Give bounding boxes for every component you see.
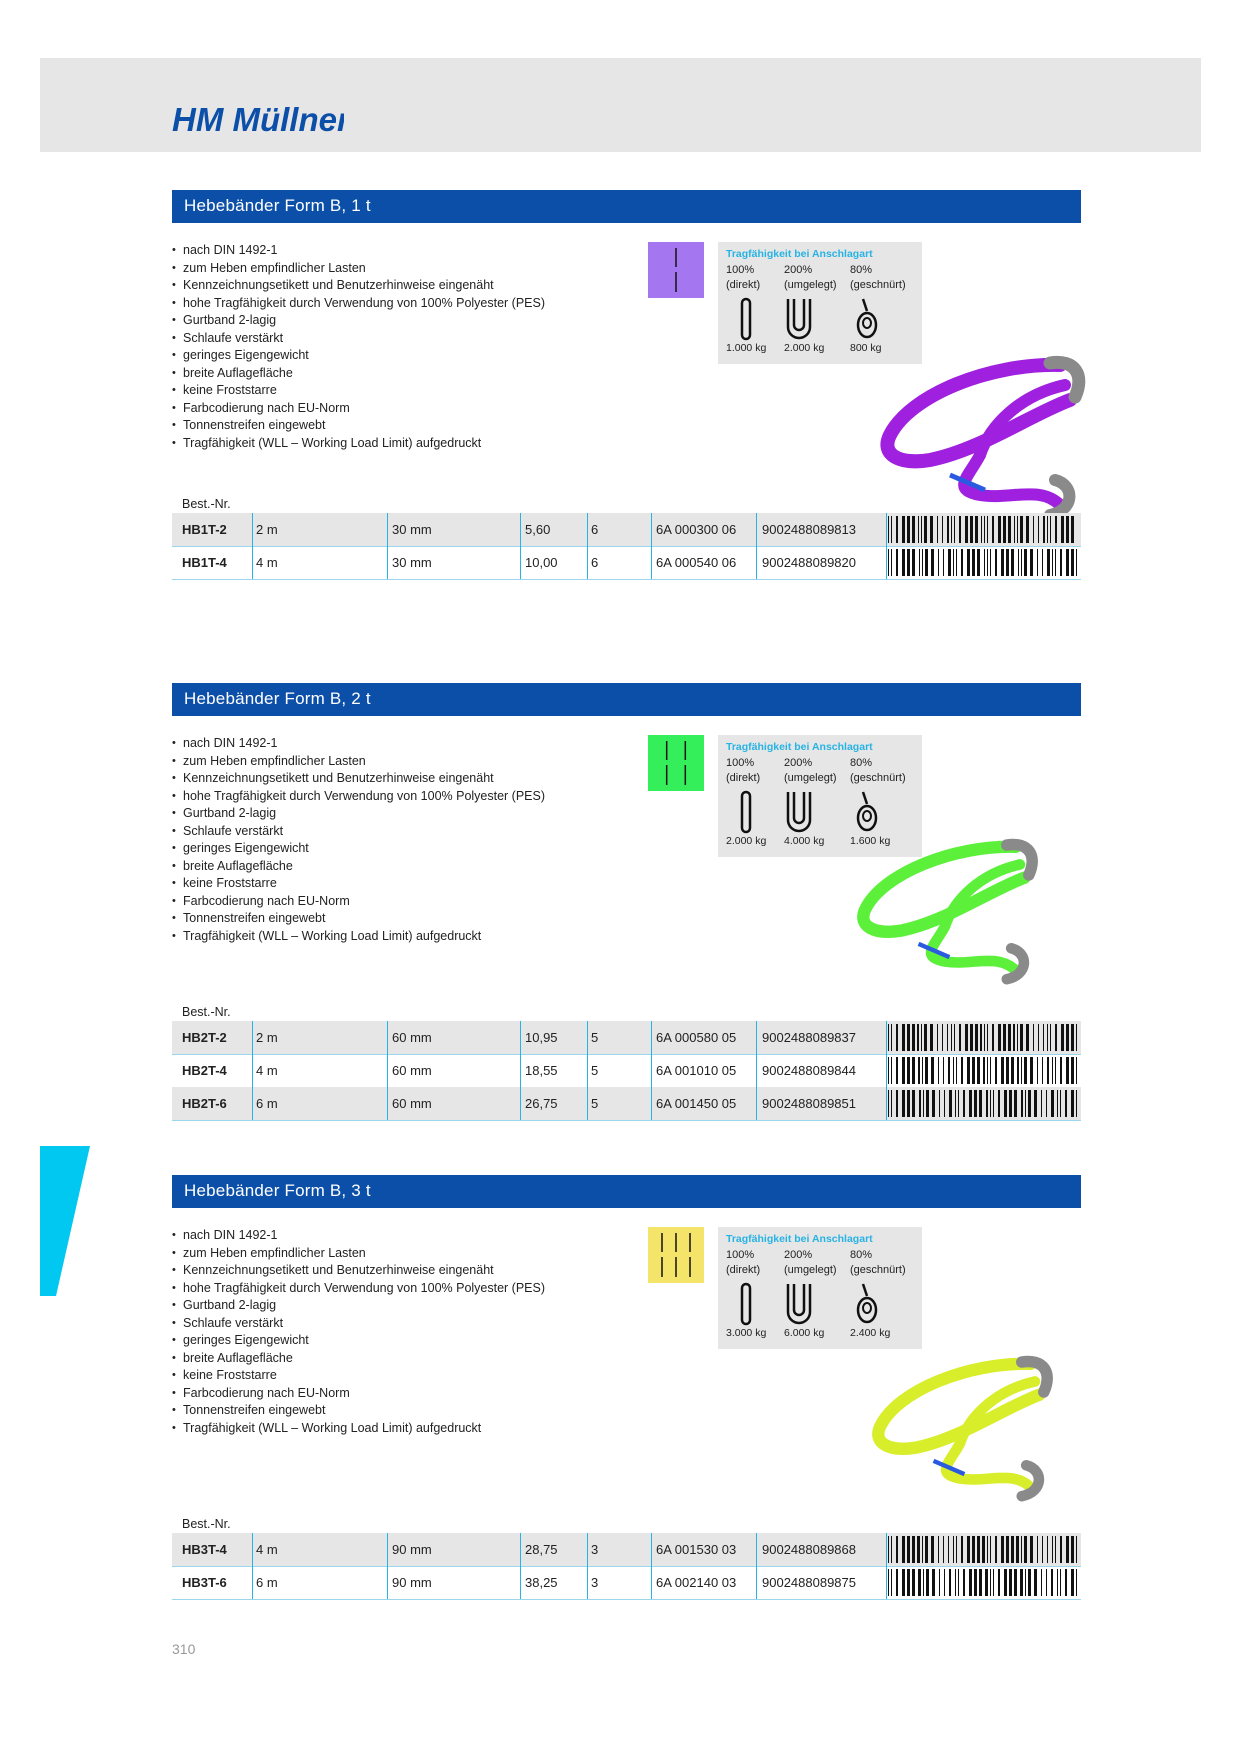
col-header-laenge (252, 1510, 307, 1527)
table-row (172, 1087, 1081, 1120)
column-divider (252, 513, 253, 546)
feature-item: • breite Auflagefläche (172, 365, 545, 383)
column-divider (587, 513, 588, 546)
column-divider (520, 1533, 521, 1566)
column-divider (756, 1087, 757, 1120)
cell-breite: 90 mm (392, 1542, 432, 1557)
cell-breite: 60 mm (392, 1096, 432, 1111)
col-header-best-nr: Best.-Nr. (182, 1005, 231, 1019)
capacity-value-choker: 800 kg (850, 342, 882, 354)
column-divider (587, 1021, 588, 1054)
column-divider (252, 1087, 253, 1120)
cell-laenge: 4 m (256, 555, 278, 570)
cell-lager: 6A 001010 05 (656, 1063, 737, 1078)
col-header-lager (651, 998, 723, 1015)
cell-ean: 9002488089820 (762, 555, 856, 570)
column-divider (387, 1054, 388, 1087)
logo-hm-text: HM Müllner (172, 103, 344, 138)
column-divider (756, 1566, 757, 1599)
column-divider (252, 1021, 253, 1054)
ean-barcode (888, 1090, 1077, 1117)
feature-item: • hohe Tragfähigkeit durch Verwendung von 100% Polyester (PES) (172, 788, 545, 806)
capacity-percent: 80% (850, 264, 873, 276)
capacity-value-choker: 1.600 kg (850, 835, 891, 847)
column-divider (756, 1533, 757, 1566)
column-divider (651, 1054, 652, 1087)
page-number: 310 (172, 1641, 196, 1657)
ean-barcode (888, 549, 1077, 576)
capacity-box (718, 1227, 922, 1349)
capacity-percent: 80% (850, 757, 873, 769)
col-header-breite (387, 490, 445, 507)
col-header-ean (756, 490, 808, 507)
ean-barcode (888, 1536, 1077, 1563)
capacity-value-direct: 2.000 kg (726, 835, 767, 847)
column-divider (651, 1021, 652, 1054)
col-header-label: Breite (391, 1511, 427, 1525)
direct-hitch-icon (738, 297, 754, 341)
col-header-ve (587, 490, 639, 507)
direct-hitch-icon (738, 1282, 754, 1326)
capacity-mode: (direkt) (726, 279, 761, 291)
cell-best-nr: HB2T-6 (182, 1096, 227, 1111)
cell-lager: 6A 001530 03 (656, 1542, 737, 1557)
column-divider (387, 1566, 388, 1599)
cell-laenge: 6 m (256, 1096, 278, 1111)
cell-ve: 5 (591, 1096, 599, 1111)
feature-item: • Gurtband 2-lagig (172, 805, 545, 823)
column-divider (886, 513, 887, 546)
cell-breite: 90 mm (392, 1575, 432, 1590)
capacity-mode: (direkt) (726, 772, 761, 784)
cell-breite: 30 mm (392, 522, 432, 537)
feature-item: • Tragfähigkeit (WLL – Working Load Limit) aufgedruckt (172, 435, 545, 453)
capacity-percent: 100% (726, 264, 755, 276)
feature-item: • keine Froststarre (172, 382, 545, 400)
capacity-mode: (geschnürt) (850, 279, 906, 291)
col-header-label: Länge (256, 999, 293, 1013)
capacity-value-direct: 1.000 kg (726, 342, 767, 354)
col-header-ve (587, 1510, 639, 1527)
cell-ve: 3 (591, 1575, 599, 1590)
cell-preis: 38,25 (525, 1575, 558, 1590)
cell-best-nr: HB1T-4 (182, 555, 227, 570)
column-divider (520, 1087, 521, 1120)
column-divider (252, 1566, 253, 1599)
capacity-col-choker (850, 263, 906, 293)
capacity-percent: 100% (726, 757, 755, 769)
cell-ve: 5 (591, 1063, 599, 1078)
cell-preis: 18,55 (525, 1063, 558, 1078)
cell-ean: 9002488089868 (762, 1542, 856, 1557)
col-header-laenge (252, 490, 307, 507)
col-header-label: VE (591, 491, 608, 505)
column-divider (252, 1533, 253, 1566)
feature-item: • breite Auflagefläche (172, 858, 545, 876)
capacity-value-choker: 2.400 kg (850, 1327, 891, 1339)
cell-ean: 9002488089844 (762, 1063, 856, 1078)
cell-best-nr: HB1T-2 (182, 522, 227, 537)
feature-item: • geringes Eigengewicht (172, 347, 545, 365)
capacity-col-direct (726, 756, 760, 786)
column-divider (520, 1021, 521, 1054)
column-divider (651, 1087, 652, 1120)
table-header (172, 1510, 1081, 1530)
capacity-mode: (umgelegt) (784, 1264, 837, 1276)
capacity-percent: 100% (726, 1249, 755, 1261)
feature-item: • Farbcodierung nach EU-Norm (172, 893, 545, 911)
col-header-label: Lager Nr. (655, 999, 710, 1013)
feature-item: • hohe Tragfähigkeit durch Verwendung von 100% Polyester (PES) (172, 295, 545, 313)
table-row (172, 1533, 1081, 1566)
feature-item: • nach DIN 1492-1 (172, 735, 545, 753)
feature-item: • breite Auflagefläche (172, 1350, 545, 1368)
capacity-col-basket (784, 1248, 837, 1278)
ean-barcode (888, 1569, 1077, 1596)
column-divider (756, 1021, 757, 1054)
col-header-label: €/Stk.* (524, 1511, 563, 1525)
cell-ean: 9002488089837 (762, 1030, 856, 1045)
col-header-ean (756, 998, 808, 1015)
col-header-label: Lager Nr. (655, 491, 710, 505)
capacity-col-choker (850, 756, 906, 786)
capacity-value-basket: 2.000 kg (784, 342, 825, 354)
capacity-col-choker (850, 1248, 906, 1278)
feature-list (172, 242, 545, 452)
cell-lager: 6A 000580 05 (656, 1030, 737, 1045)
table-row (172, 513, 1081, 546)
lifting-sling-image (800, 838, 1090, 988)
table-row (172, 546, 1081, 579)
feature-item: • Schlaufe verstärkt (172, 823, 545, 841)
capacity-title: Tragfähigkeit bei Anschlagart (726, 741, 873, 753)
column-divider (520, 1054, 521, 1087)
column-divider (886, 1021, 887, 1054)
cell-breite: 60 mm (392, 1030, 432, 1045)
capacity-percent: 80% (850, 1249, 873, 1261)
column-divider (886, 1087, 887, 1120)
cell-lager: 6A 000300 06 (656, 522, 737, 537)
column-divider (651, 513, 652, 546)
capacity-col-direct (726, 1248, 760, 1278)
color-code-swatch (648, 1227, 704, 1283)
cell-laenge: 6 m (256, 1575, 278, 1590)
col-header-label: Länge (256, 491, 293, 505)
column-divider (587, 546, 588, 579)
col-header-ve (587, 998, 639, 1015)
cell-ve: 6 (591, 555, 599, 570)
hm-muellner-logo (172, 103, 344, 139)
col-header-lager (651, 490, 723, 507)
column-divider (387, 1533, 388, 1566)
capacity-title: Tragfähigkeit bei Anschlagart (726, 1233, 873, 1245)
feature-item: • Tragfähigkeit (WLL – Working Load Limit) aufgedruckt (172, 1420, 545, 1438)
cell-preis: 5,60 (525, 522, 551, 537)
capacity-value-basket: 4.000 kg (784, 835, 825, 847)
cell-best-nr: HB3T-6 (182, 1575, 227, 1590)
column-divider (756, 513, 757, 546)
row-rule (172, 1599, 1081, 1600)
cell-laenge: 2 m (256, 1030, 278, 1045)
cell-best-nr: HB3T-4 (182, 1542, 227, 1557)
col-header-label: EAN (760, 491, 787, 505)
cell-lager: 6A 001450 05 (656, 1096, 737, 1111)
column-divider (756, 546, 757, 579)
col-header-label: EAN (760, 1511, 787, 1525)
choker-hitch-icon (854, 1282, 880, 1326)
col-header-preis (520, 998, 573, 1015)
row-rule (172, 579, 1081, 580)
basket-hitch-icon (784, 790, 814, 834)
col-header-label: VE (591, 999, 608, 1013)
column-divider (587, 1087, 588, 1120)
direct-hitch-icon (738, 790, 754, 834)
capacity-col-basket (784, 756, 837, 786)
cell-preis: 26,75 (525, 1096, 558, 1111)
column-divider (756, 1054, 757, 1087)
cell-breite: 60 mm (392, 1063, 432, 1078)
choker-hitch-icon (854, 790, 880, 834)
product-section (0, 1175, 1240, 1645)
table-header (172, 998, 1081, 1018)
col-header-label: €/Stk.* (524, 491, 563, 505)
section-title: Hebebänder Form B, 1 t (184, 196, 371, 215)
feature-item: • Kennzeichnungsetikett und Benutzerhinweise eingenäht (172, 1262, 545, 1280)
feature-item: • geringes Eigengewicht (172, 1332, 545, 1350)
col-header-breite (387, 998, 445, 1015)
feature-item: • Farbcodierung nach EU-Norm (172, 1385, 545, 1403)
cell-ve: 5 (591, 1030, 599, 1045)
capacity-box (718, 242, 922, 364)
column-divider (886, 546, 887, 579)
col-header-breite (387, 1510, 445, 1527)
table-row (172, 1054, 1081, 1087)
cell-preis: 28,75 (525, 1542, 558, 1557)
capacity-title: Tragfähigkeit bei Anschlagart (726, 248, 873, 260)
cell-laenge: 4 m (256, 1542, 278, 1557)
color-code-swatch (648, 242, 704, 298)
table-row (172, 1021, 1081, 1054)
section-title-bar (172, 683, 1081, 716)
feature-item: • Schlaufe verstärkt (172, 1315, 545, 1333)
column-divider (587, 1054, 588, 1087)
col-header-label: Lager Nr. (655, 1511, 710, 1525)
section-title-bar (172, 1175, 1081, 1208)
column-divider (252, 1054, 253, 1087)
cell-lager: 6A 002140 03 (656, 1575, 737, 1590)
feature-item: • zum Heben empfindlicher Lasten (172, 753, 545, 771)
capacity-value-direct: 3.000 kg (726, 1327, 767, 1339)
color-code-swatch (648, 735, 704, 791)
column-divider (252, 546, 253, 579)
feature-item: • Tragfähigkeit (WLL – Working Load Limit) aufgedruckt (172, 928, 545, 946)
capacity-value-basket: 6.000 kg (784, 1327, 825, 1339)
feature-item: • Kennzeichnungsetikett und Benutzerhinweise eingenäht (172, 770, 545, 788)
ean-barcode (888, 1057, 1077, 1084)
cell-best-nr: HB2T-2 (182, 1030, 227, 1045)
choker-hitch-icon (854, 297, 880, 341)
lifting-sling-image (830, 1355, 1090, 1505)
feature-item: • zum Heben empfindlicher Lasten (172, 260, 545, 278)
feature-item: • keine Froststarre (172, 1367, 545, 1385)
section-title-bar (172, 190, 1081, 223)
feature-item: • Farbcodierung nach EU-Norm (172, 400, 545, 418)
col-header-label: €/Stk.* (524, 999, 563, 1013)
column-divider (587, 1533, 588, 1566)
column-divider (886, 1566, 887, 1599)
capacity-percent: 200% (784, 757, 813, 769)
col-header-preis (520, 490, 573, 507)
product-section (0, 190, 1240, 660)
feature-item: • geringes Eigengewicht (172, 840, 545, 858)
capacity-mode: (umgelegt) (784, 279, 837, 291)
col-header-preis (520, 1510, 573, 1527)
column-divider (886, 1054, 887, 1087)
capacity-mode: (umgelegt) (784, 772, 837, 784)
cell-laenge: 2 m (256, 522, 278, 537)
column-divider (520, 513, 521, 546)
capacity-mode: (geschnürt) (850, 772, 906, 784)
capacity-mode: (direkt) (726, 1264, 761, 1276)
cell-ve: 3 (591, 1542, 599, 1557)
col-header-label: VE (591, 1511, 608, 1525)
feature-item: • nach DIN 1492-1 (172, 242, 545, 260)
column-divider (387, 546, 388, 579)
cell-preis: 10,95 (525, 1030, 558, 1045)
column-divider (387, 1021, 388, 1054)
ean-barcode (888, 516, 1077, 543)
table-header (172, 490, 1081, 510)
column-divider (886, 1533, 887, 1566)
column-divider (520, 1566, 521, 1599)
feature-item: • Gurtband 2-lagig (172, 1297, 545, 1315)
col-header-label: EAN (760, 999, 787, 1013)
col-header-label: Breite (391, 491, 427, 505)
cell-preis: 10,00 (525, 555, 558, 570)
feature-item: • nach DIN 1492-1 (172, 1227, 545, 1245)
column-divider (651, 546, 652, 579)
ean-barcode (888, 1024, 1077, 1051)
feature-list (172, 735, 545, 945)
feature-item: • Schlaufe verstärkt (172, 330, 545, 348)
column-divider (520, 546, 521, 579)
feature-item: • hohe Tragfähigkeit durch Verwendung von 100% Polyester (PES) (172, 1280, 545, 1298)
capacity-col-basket (784, 263, 837, 293)
col-header-label: Breite (391, 999, 427, 1013)
section-title: Hebebänder Form B, 2 t (184, 689, 371, 708)
column-divider (651, 1533, 652, 1566)
capacity-mode: (geschnürt) (850, 1264, 906, 1276)
capacity-col-direct (726, 263, 760, 293)
table-row (172, 1566, 1081, 1599)
column-divider (587, 1566, 588, 1599)
cell-lager: 6A 000540 06 (656, 555, 737, 570)
col-header-laenge (252, 998, 307, 1015)
product-section (0, 683, 1240, 1153)
basket-hitch-icon (784, 297, 814, 341)
cell-ve: 6 (591, 522, 599, 537)
feature-item: • Gurtband 2-lagig (172, 312, 545, 330)
column-divider (387, 1087, 388, 1120)
cell-ean: 9002488089813 (762, 522, 856, 537)
cell-best-nr: HB2T-4 (182, 1063, 227, 1078)
capacity-percent: 200% (784, 264, 813, 276)
feature-list (172, 1227, 545, 1437)
feature-item: • keine Froststarre (172, 875, 545, 893)
column-divider (387, 513, 388, 546)
cell-ean: 9002488089875 (762, 1575, 856, 1590)
cell-breite: 30 mm (392, 555, 432, 570)
feature-item: • Tonnenstreifen eingewebt (172, 1402, 545, 1420)
col-header-best-nr: Best.-Nr. (182, 497, 231, 511)
feature-item: • zum Heben empfindlicher Lasten (172, 1245, 545, 1263)
feature-item: • Tonnenstreifen eingewebt (172, 910, 545, 928)
capacity-percent: 200% (784, 1249, 813, 1261)
col-header-best-nr: Best.-Nr. (182, 1517, 231, 1531)
basket-hitch-icon (784, 1282, 814, 1326)
feature-item: • Kennzeichnungsetikett und Benutzerhinweise eingenäht (172, 277, 545, 295)
col-header-lager (651, 1510, 723, 1527)
col-header-label: Länge (256, 1511, 293, 1525)
cell-laenge: 4 m (256, 1063, 278, 1078)
column-divider (651, 1566, 652, 1599)
col-header-ean (756, 1510, 808, 1527)
section-title: Hebebänder Form B, 3 t (184, 1181, 371, 1200)
row-rule (172, 1120, 1081, 1121)
feature-item: • Tonnenstreifen eingewebt (172, 417, 545, 435)
cell-ean: 9002488089851 (762, 1096, 856, 1111)
